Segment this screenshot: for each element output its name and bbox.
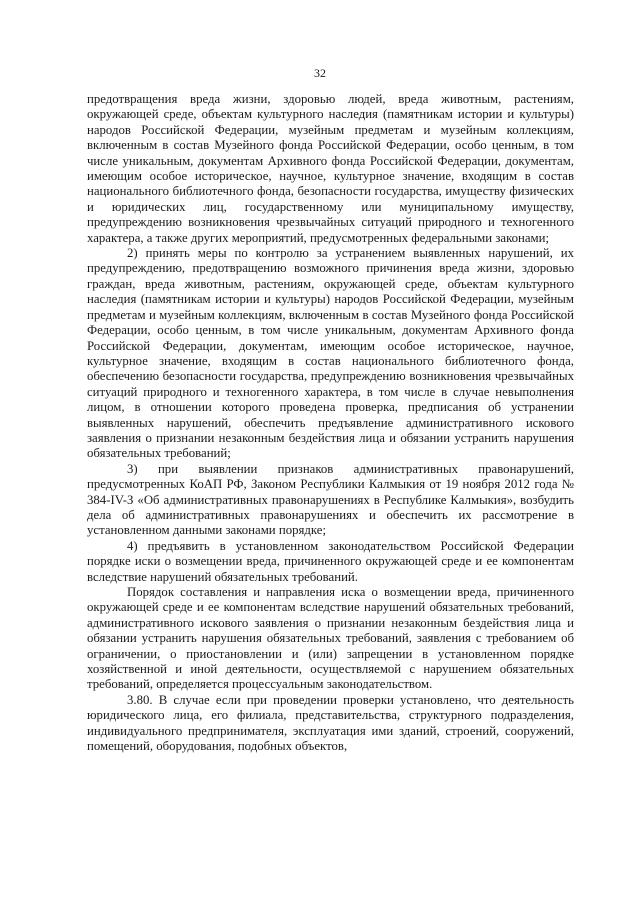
paragraph-item-3: 3) при выявлении признаков административных правонарушений, предусмотренных КоАП РФ, Законом Республики Калмыкия от 19 ноября 2012 года № 384-IV-З «Об административных правонарушениях в Республике Калмыкия», возбудить дела об административных правонарушениях и обеспечить их рассмотрение в установленном данными законами порядке; bbox=[87, 461, 574, 538]
paragraph-section-3-80: 3.80. В случае если при проведении проверки установлено, что деятельность юридического лица, его филиала, представительства, структурного подразделения, индивидуального предпринимателя, эксплуатация ими зданий, строений, сооружений, помещений, оборудования, подобных объектов, bbox=[87, 692, 574, 754]
paragraph-continuation: предотвращения вреда жизни, здоровью людей, вреда животным, растениям, окружающей среде, объектам культурного наследия (памятникам истории и культуры) народов Российской Федерации, музейным предметам и музейным коллекциям, включенным в состав Музейного фонда Российской Федерации, особо ценным, в том числе уникальным, документам Архивного фонда Российской Федерации, документам, имеющим особое историческое, научное, культурное значение, входящим в состав национального библиотечного фонда, безопасности государства, имуществу физических и юридических лиц, государственному или муниципальному имуществу, предупреждению возникновения чрезвычайных ситуаций природного и техногенного характера, а также других мероприятий, предусмотренных федеральными законами; bbox=[87, 92, 574, 245]
document-text bbox=[87, 92, 574, 754]
paragraph-item-4: 4) предъявить в установленном законодательством Российской Федерации порядке иски о возмещении вреда, причиненного окружающей среде и ее компонентам вследствие нарушений обязательных требований. bbox=[87, 538, 574, 584]
page-number: 32 bbox=[314, 66, 326, 80]
paragraph-item-2: 2) принять меры по контролю за устранением выявленных нарушений, их предупреждению, предотвращению возможного причинения вреда жизни, здоровью граждан, вреда животным, растениям, окружающей среде, объектам культурного наследия (памятникам истории и культуры) народов Российской Федерации, музейным предметам и музейным коллекциям, включенным в состав Музейного фонда Российской Федерации, особо ценным, в том числе уникальным, документам Архивного фонда Российской Федерации, документам, имеющим особое историческое, научное, культурное значение, входящим в состав национального библиотечного фонда, обеспечению безопасности государства, предупреждению возникновения чрезвычайных ситуаций природного и техногенного характера, в том числе в случае невыполнения лицом, в отношении которого проведена проверка, предписания об устранении выявленных нарушений, обеспечить предъявление административного искового заявления о признании незаконным бездействия лица и обязании устранить нарушения обязательных требований; bbox=[87, 246, 574, 461]
paragraph-procedure: Порядок составления и направления иска о возмещении вреда, причиненного окружающей среде и ее компонентам вследствие нарушений обязательных требований, административного искового заявления о признании незаконным бездействия лица и обязании устранить нарушения обязательных требований, заявления с требованием об ограничении, о приостановлении и (или) запрещении в установленном порядке хозяйственной и иной деятельности, осуществляемой с нарушением обязательных требований, определяется процессуальным законодательством. bbox=[87, 585, 574, 692]
